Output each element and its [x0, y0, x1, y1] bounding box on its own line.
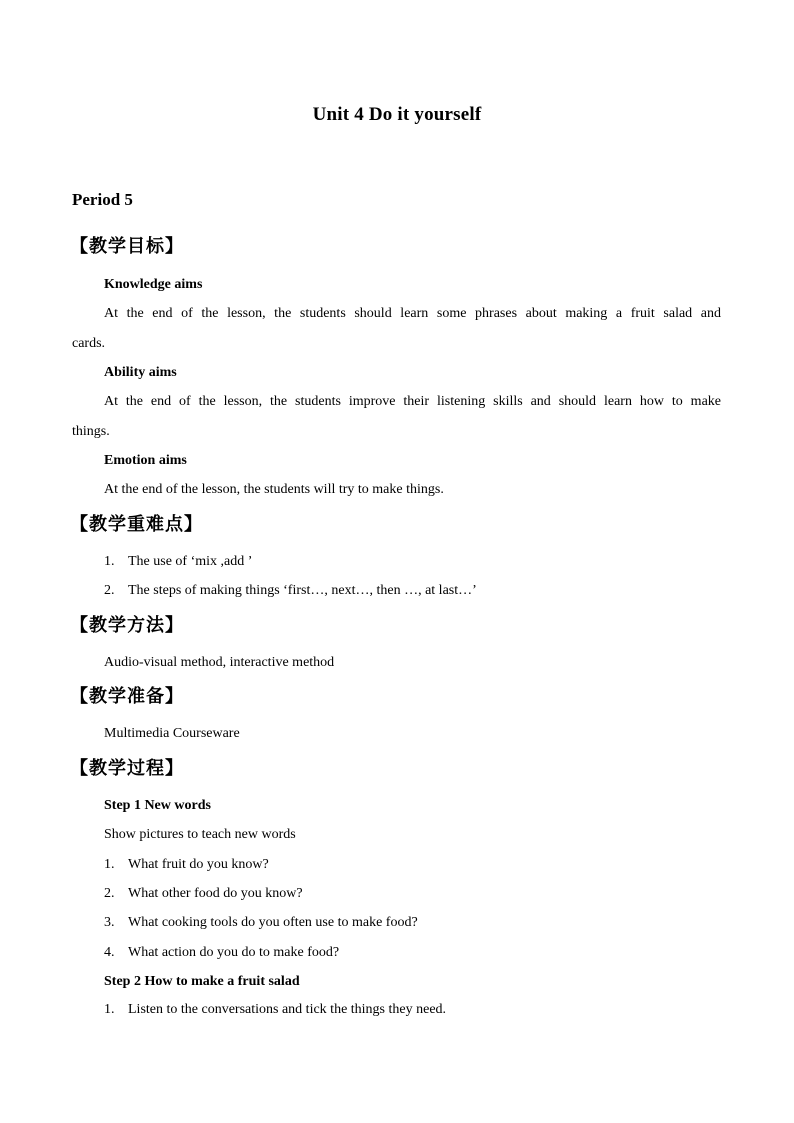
list-item-text: Listen to the conversations and tick the things they need. [128, 1002, 447, 1017]
emotion-aims-text: At the end of the lesson, the students will try to make things. [104, 482, 444, 497]
list-item-number: 1. [104, 857, 115, 872]
ability-aims-text-cont: things. [72, 424, 110, 439]
section-heading-process: 【教学过程】 [70, 758, 184, 779]
list-item-text: The use of ‘mix ,add ’ [128, 554, 253, 569]
list-item-number: 3. [104, 915, 115, 930]
step1-label: Step 1 New words [104, 798, 211, 813]
list-item [104, 886, 303, 902]
list-item [104, 583, 477, 599]
period-heading: Period 5 [72, 190, 133, 209]
list-item [104, 554, 252, 570]
list-item-text: What other food do you know? [128, 886, 303, 901]
knowledge-aims-text: At the end of the lesson, the students should learn some phrases about making a fruit salad and [104, 306, 721, 321]
list-item-text: What action do you do to make food? [128, 945, 340, 960]
list-item-number: 1. [104, 1002, 115, 1017]
step2-label: Step 2 How to make a fruit salad [104, 974, 300, 989]
knowledge-aims-text-cont: cards. [72, 336, 106, 351]
emotion-aims-label: Emotion aims [104, 453, 187, 468]
list-item-text: What cooking tools do you often use to make food? [128, 915, 418, 930]
section-heading-preparation: 【教学准备】 [70, 686, 184, 707]
section-heading-objectives: 【教学目标】 [70, 236, 184, 257]
section-heading-methods: 【教学方法】 [70, 615, 184, 636]
list-item [104, 1002, 446, 1018]
ability-aims-label: Ability aims [104, 365, 177, 380]
list-item-number: 1. [104, 554, 115, 569]
document-title: Unit 4 Do it yourself [312, 104, 482, 125]
knowledge-aims-label: Knowledge aims [104, 277, 203, 292]
list-item-text: The steps of making things ‘first…, next…, then …, at last…’ [128, 583, 477, 598]
list-item-text: What fruit do you know? [128, 857, 269, 872]
list-item-number: 2. [104, 886, 115, 901]
list-item-number: 2. [104, 583, 115, 598]
methods-text: Audio-visual method, interactive method [104, 655, 335, 670]
list-item-number: 4. [104, 945, 115, 960]
ability-aims-text: At the end of the lesson, the students improve their listening skills and should learn how to make [104, 394, 721, 409]
step1-intro: Show pictures to teach new words [104, 827, 296, 842]
list-item [104, 915, 418, 931]
list-item [104, 857, 269, 873]
preparation-text: Multimedia Courseware [104, 726, 240, 741]
section-heading-key-points: 【教学重难点】 [70, 514, 203, 535]
list-item [104, 945, 339, 961]
